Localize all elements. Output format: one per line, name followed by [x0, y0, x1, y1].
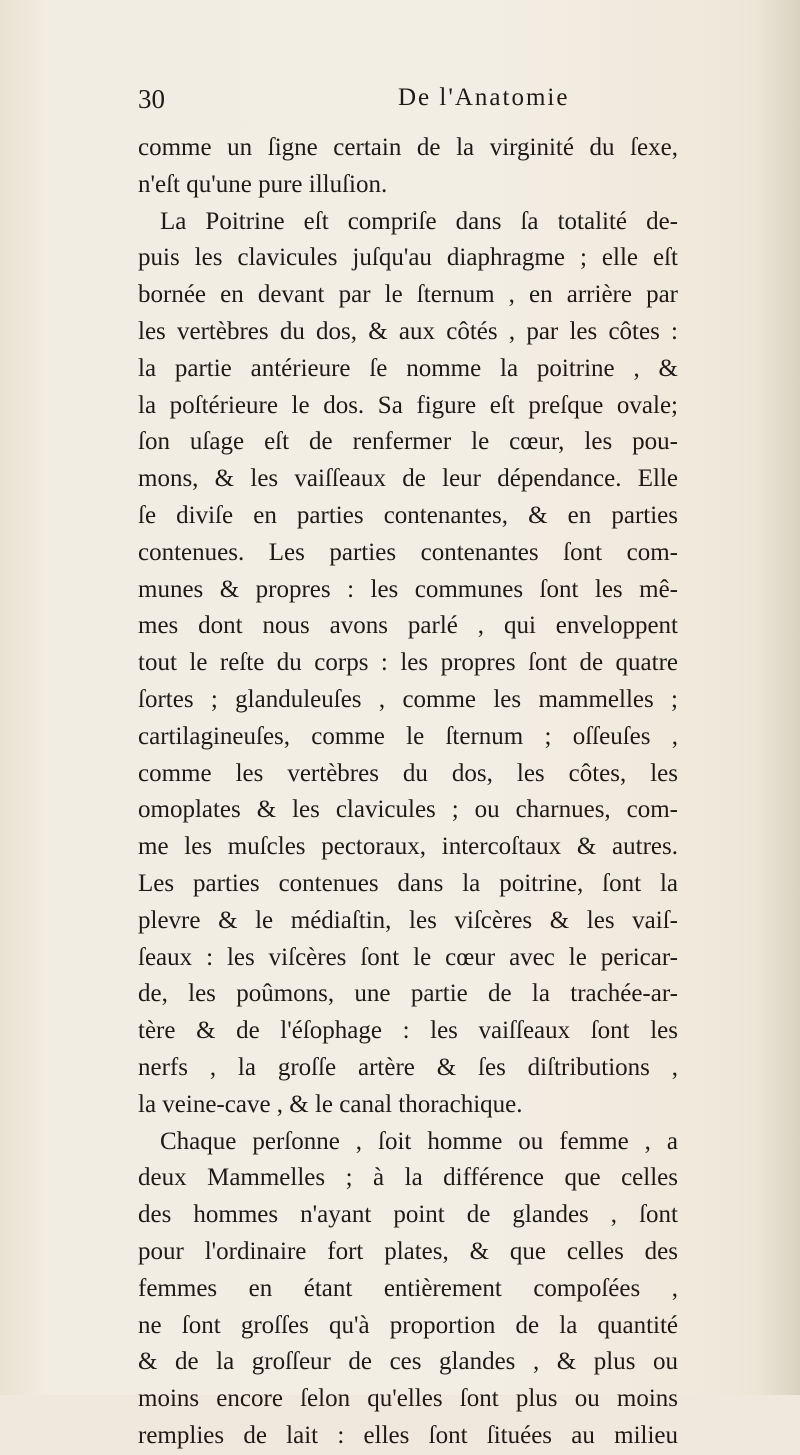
- text-line: ſortes ; glanduleuſes , comme les mammelles ;: [138, 685, 678, 713]
- text-line: mes dont nous avons parlé , qui enveloppent: [138, 612, 678, 640]
- text-line: contenues. Les parties contenantes ſont com-: [138, 538, 678, 566]
- text-line: les vertèbres du dos, & aux côtés , par les côtes :: [138, 317, 678, 345]
- text-line: ſe diviſe en parties contenantes, & en parties: [138, 501, 678, 529]
- text-line: puis les clavicules juſqu'au diaphragme ; elle eſt: [138, 244, 678, 272]
- page-header: [138, 84, 678, 124]
- text-line: Les parties contenues dans la poitrine, ſont la: [138, 869, 678, 897]
- text-line: de, les poûmons, une partie de la trachée-ar-: [138, 980, 678, 1008]
- text-line: la partie antérieure ſe nomme la poitrine , &: [138, 354, 678, 382]
- text-line: munes & propres : les communes ſont les mê-: [138, 575, 678, 603]
- page-edge-shadow: [758, 0, 800, 1395]
- page-number: 30: [138, 84, 165, 114]
- text-line: me les muſcles pectoraux, intercoſtaux & autres.: [138, 833, 678, 861]
- text-line: & de la groſſeur de ces glandes , & plus ou: [138, 1348, 678, 1376]
- text-line: femmes en étant entièrement compoſées ,: [138, 1274, 678, 1302]
- text-line: Chaque perſonne , ſoit homme ou femme , a: [160, 1127, 678, 1155]
- text-line: ſeaux : les viſcères ſont le cœur avec le pericar-: [138, 943, 678, 971]
- body-text: [138, 130, 678, 1455]
- text-line: la veine-cave , & le canal thorachique.: [138, 1090, 523, 1118]
- text-line: tout le reſte du corps : les propres ſont de quatre: [138, 649, 678, 677]
- text-line: cartilagineuſes, comme le ſternum ; oſſeuſes ,: [138, 722, 678, 750]
- text-line: la poſtérieure le dos. Sa figure eſt preſque ovale;: [138, 391, 678, 419]
- text-line: mons, & les vaiſſeaux de leur dépendance. Elle: [138, 465, 678, 493]
- text-line: ne ſont groſſes qu'à proportion de la quantité: [138, 1311, 678, 1339]
- text-line: ſon uſage eſt de renfermer le cœur, les pou-: [138, 428, 678, 456]
- text-line: plevre & le médiaſtin, les viſcères & les vaiſ-: [138, 906, 678, 934]
- text-line: n'eſt qu'une pure illuſion.: [138, 170, 388, 198]
- running-head: De l'Anatomie: [398, 84, 570, 111]
- text-line: omoplates & les clavicules ; ou charnues, com-: [138, 796, 678, 824]
- text-line: pour l'ordinaire fort plates, & que celles des: [138, 1237, 678, 1265]
- text-line: bornée en devant par le ſternum , en arrière par: [138, 281, 678, 309]
- text-line: La Poitrine eſt compriſe dans ſa totalité de-: [160, 207, 678, 235]
- text-line: des hommes n'ayant point de glandes , ſont: [138, 1201, 678, 1229]
- text-line: remplies de lait : elles ſont ſituées au milieu: [138, 1421, 678, 1449]
- text-line: nerfs , la groſſe artère & ſes diſtributions ,: [138, 1053, 678, 1081]
- text-line: comme un ſigne certain de la virginité du ſexe,: [138, 134, 678, 161]
- text-line: deux Mammelles ; à la différence que celles: [138, 1164, 678, 1192]
- text-line: moins encore ſelon qu'elles ſont plus ou moins: [138, 1385, 678, 1413]
- text-line: tère & de l'éſophage : les vaiſſeaux ſont les: [138, 1017, 678, 1045]
- text-line: comme les vertèbres du dos, les côtes, les: [138, 759, 678, 787]
